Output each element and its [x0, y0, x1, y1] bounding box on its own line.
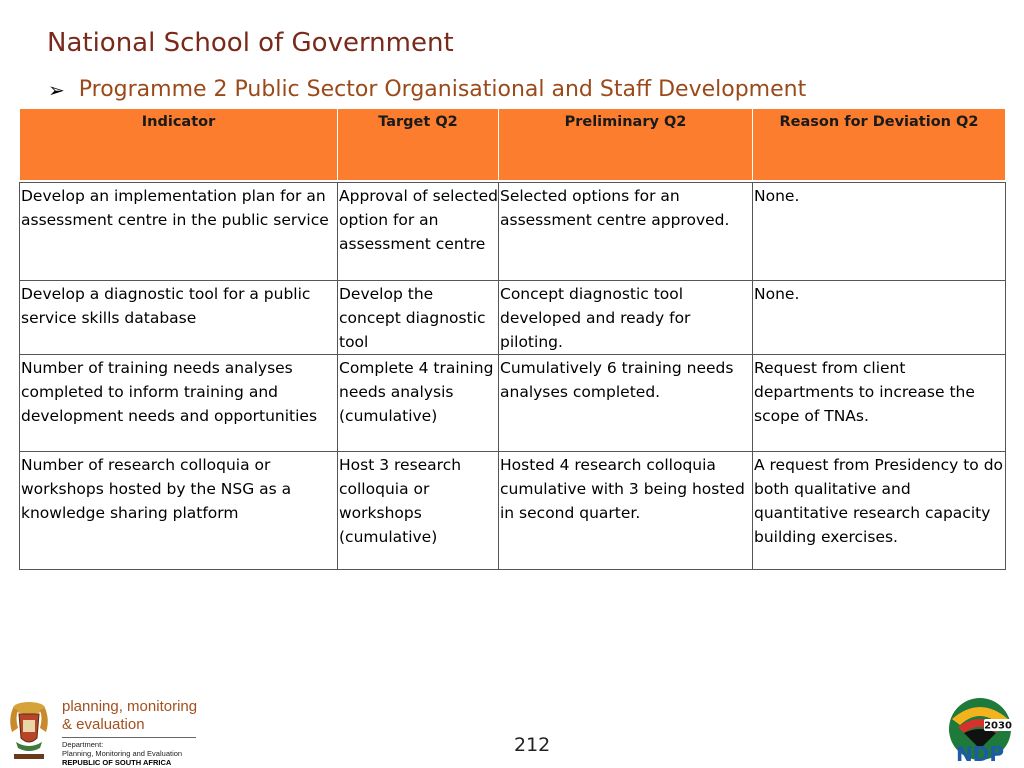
page-title: National School of Government	[47, 28, 454, 58]
cell-preliminary: Hosted 4 research colloquia cumulative with 3 being hosted in second quarter.	[499, 452, 753, 570]
cell-indicator: Number of research colloquia or workshops hosted by the NSG as a knowledge sharing platform	[20, 452, 338, 570]
indicator-table	[19, 182, 1006, 570]
coat-of-arms-icon	[4, 698, 54, 764]
logo-divider	[62, 737, 196, 738]
ndp-year: 2030	[984, 720, 1012, 732]
logo-line-1: planning, monitoring	[62, 698, 198, 715]
cell-indicator: Develop an implementation plan for an assessment centre in the public service	[20, 183, 338, 281]
cell-reason: Request from client departments to increase the scope of TNAs.	[753, 355, 1006, 452]
logo-line-2: & evaluation	[62, 716, 145, 733]
page-number: 212	[514, 734, 551, 756]
arrow-bullet-icon: ➢	[48, 77, 65, 102]
header-preliminary-q2: Preliminary Q2	[499, 109, 753, 180]
cell-target: Develop the concept diagnostic tool	[338, 281, 499, 355]
logo-line-4: Planning, Monitoring and Evaluation	[62, 749, 183, 758]
header-indicator: Indicator	[20, 109, 338, 180]
cell-reason: None.	[753, 183, 1006, 281]
page-subtitle	[48, 77, 806, 102]
table-row	[20, 281, 1006, 355]
header-reason-q2: Reason for Deviation Q2	[753, 109, 1006, 180]
ndp-text: NDP	[956, 742, 1004, 765]
header-target-q2: Target Q2	[338, 109, 499, 180]
cell-target: Complete 4 training needs analysis (cumulative)	[338, 355, 499, 452]
ndp-logo-icon	[944, 697, 1016, 765]
subtitle-text: Programme 2 Public Sector Organisational and Staff Development	[78, 77, 807, 102]
cell-indicator: Develop a diagnostic tool for a public service skills database	[20, 281, 338, 355]
cell-indicator: Number of training needs analyses completed to inform training and development needs and opportunities	[20, 355, 338, 452]
cell-target: Host 3 research colloquia or workshops (cumulative)	[338, 452, 499, 570]
table-header	[19, 109, 1006, 180]
cell-preliminary: Concept diagnostic tool developed and ready for piloting.	[499, 281, 753, 355]
table-row	[20, 452, 1006, 570]
cell-reason: A request from Presidency to do both qualitative and quantitative research capacity building exercises.	[753, 452, 1006, 570]
logo-line-3: Department:	[62, 740, 104, 749]
cell-reason: None.	[753, 281, 1006, 355]
dpme-logo	[4, 696, 204, 766]
cell-preliminary: Selected options for an assessment centre approved.	[499, 183, 753, 281]
logo-line-5: REPUBLIC OF SOUTH AFRICA	[62, 758, 172, 767]
cell-target: Approval of selected option for an assessment centre	[338, 183, 499, 281]
table-row	[20, 183, 1006, 281]
table-row	[20, 355, 1006, 452]
cell-preliminary: Cumulatively 6 training needs analyses completed.	[499, 355, 753, 452]
